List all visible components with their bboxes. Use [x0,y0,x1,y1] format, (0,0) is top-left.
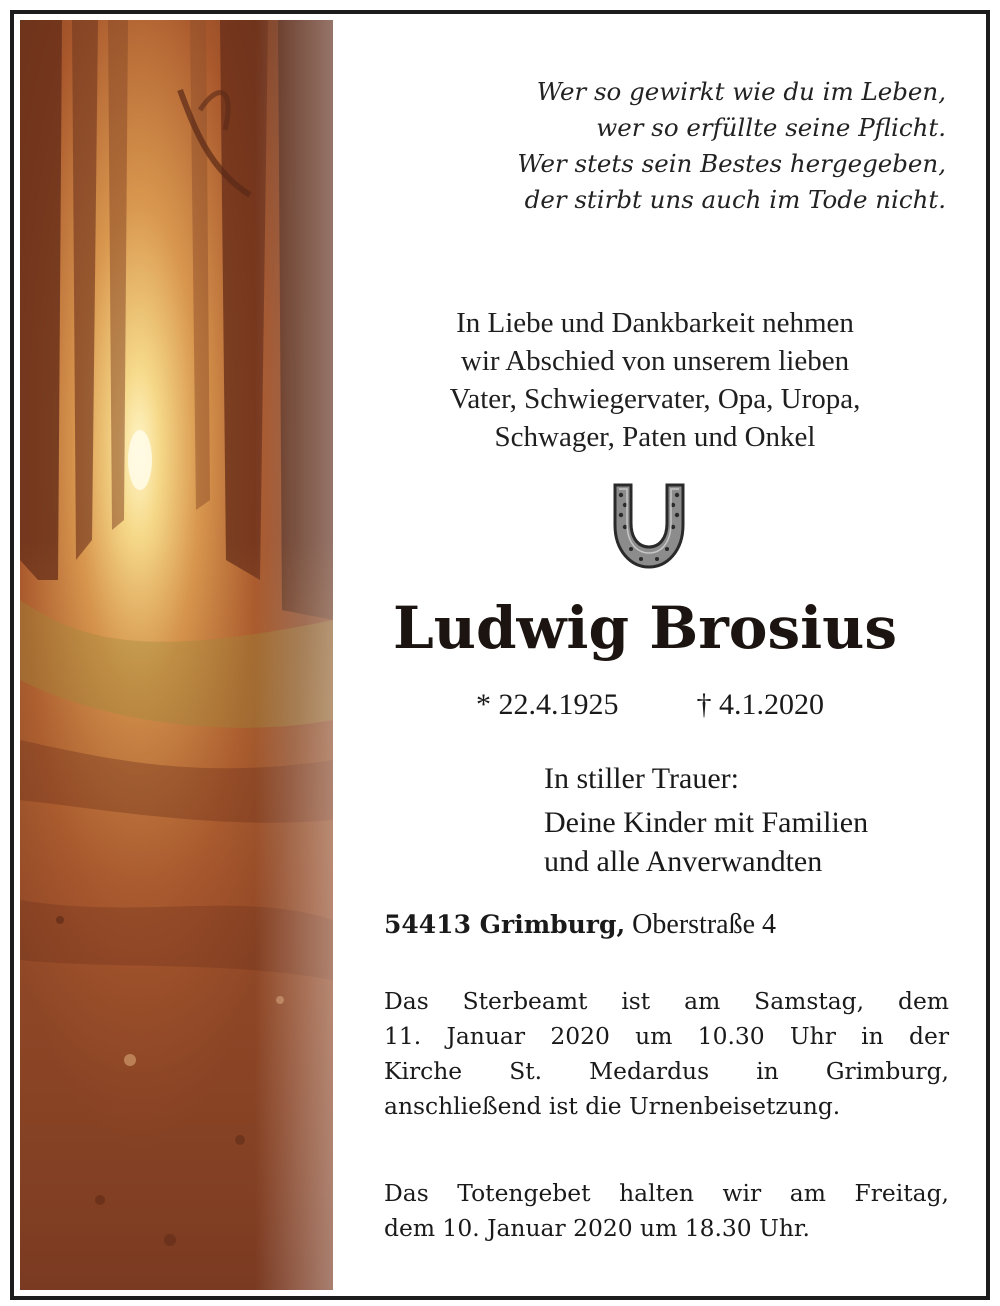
intro-line: Vater, Schwiegervater, Opa, Uropa, [449,383,861,415]
poem-line: Wer so gewirkt wie du im Leben, [536,77,946,106]
mourners-line: Deine Kinder mit Familien [544,806,869,839]
obituary-content [334,14,986,1296]
prayer-line: Das Totengebet halten wir am Freitag, [384,1179,949,1207]
intro-line: Schwager, Paten und Onkel [494,421,816,453]
memorial-poem [517,74,946,218]
service-line: Das Sterbeamt ist am Samstag, dem [384,987,949,1015]
prayer-line: dem 10. Januar 2020 um 18.30 Uhr. [384,1214,810,1242]
service-line: anschließend ist die Urnenbeisetzung. [384,1092,841,1120]
mourners-block [544,756,868,880]
mourners-line: und alle Anverwandten [544,845,823,878]
family-address [384,909,776,941]
funeral-service-notice [384,984,949,1124]
farewell-intro [334,304,976,456]
birth-date: * 22.4.1925 [476,688,619,721]
deceased-name: Ludwig Brosius [393,594,897,662]
horseshoe-icon [601,479,697,573]
address-street: Oberstraße 4 [632,909,776,940]
poem-line: der stirbt uns auch im Tode nicht. [524,185,946,214]
intro-line: In Liebe und Dankbarkeit nehmen [456,307,854,339]
obituary-frame [10,10,990,1300]
address-place: 54413 Grimburg, [384,910,626,939]
poem-line: wer so erfüllte seine Pflicht. [596,113,946,142]
poem-line: Wer stets sein Bestes hergegeben, [517,149,946,178]
mourners-heading: In stiller Trauer: [544,762,739,795]
service-line: Kirche St. Medardus in Grimburg, [384,1057,949,1085]
intro-line: wir Abschied von unserem lieben [460,345,850,377]
prayer-notice [384,1176,949,1246]
death-date: † 4.1.2020 [696,688,824,721]
service-line: 11. Januar 2020 um 10.30 Uhr in der [384,1022,949,1050]
forest-path-image [20,20,333,1290]
life-dates [334,688,966,722]
